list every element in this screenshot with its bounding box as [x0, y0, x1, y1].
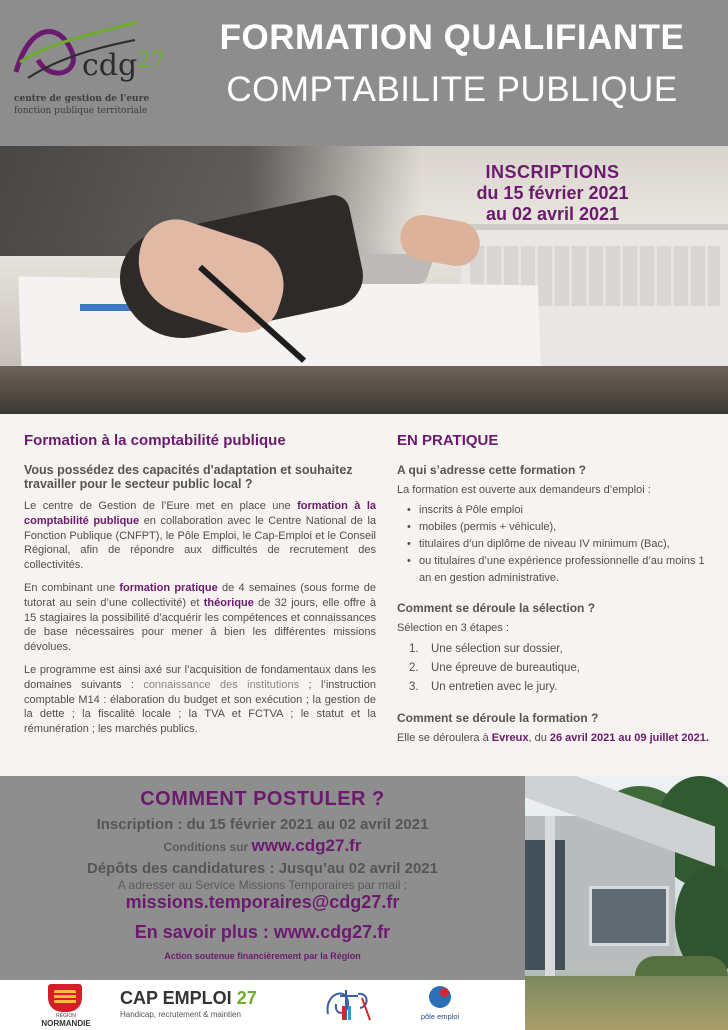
apply-email-link[interactable]: missions.temporaires@cdg27.fr	[125, 892, 400, 912]
training-location: Elle se déroulera à Evreux, du 26 avril 2021 au 09 juillet 2021.	[397, 732, 709, 744]
photo-window	[589, 886, 669, 946]
photo-desk	[0, 366, 728, 414]
building-photo	[525, 776, 728, 1030]
list-item: • titulaires d’un diplôme de niveau IV minimum (Bac),	[397, 536, 717, 553]
list-item: 2. Une épreuve de bureautique,	[409, 662, 580, 674]
more-info-link[interactable]: En savoir plus : www.cdg27.fr	[134, 922, 391, 942]
cnfpt-emblem-icon	[318, 984, 376, 1026]
paragraph-program: Le programme est ainsi axé sur l’acquisition de fondamentaux dans les domaines suivants : connaissance des institutions ; l’instruction comptable M14 : élaboration du budget et son exécution ; la gestion de la dette ; la fiscalité locale ; la TVA et FCTVA ; le statut et la rémunération ; les marchés publics.	[24, 663, 376, 736]
selection-steps	[397, 640, 717, 697]
inscriptions-date-end: au 02 avril 2021	[485, 204, 620, 224]
left-heading: Formation à la comptabilité publique	[24, 432, 286, 449]
selection-intro: Sélection en 3 étapes :	[397, 622, 509, 634]
cdg27-logo[interactable]	[10, 12, 180, 116]
pole-emploi-logo[interactable]: pôle emploi	[412, 984, 468, 1026]
list-item: • ou titulaires d’une expérience professionnelle d’au moins 1 an en gestion administrative.	[397, 553, 717, 587]
hero-photo	[0, 146, 728, 414]
paragraph-training: En combinant une formation pratique de 4 semaines (sous forme de tutorat au sein d’une collectivité) et théorique de 32 jours, elle offre à 15 stagiaires la possibilité d’acquérir les compétences et connaissances de base nécessaires pour mener à bien les différentes missions dévolues.	[24, 581, 376, 654]
left-subheading: Vous possédez des capacités d'adaptation et souhaitez travailler pour le secteur public local ?	[24, 463, 353, 491]
audience-intro: La formation est ouverte aux demandeurs d’emploi :	[397, 484, 651, 496]
cnfpt-logo[interactable]	[318, 984, 376, 1026]
inscriptions-box	[430, 162, 675, 225]
inscriptions-label: INSCRIPTIONS	[485, 162, 620, 182]
inscriptions-date-start: du 15 février 2021	[476, 183, 629, 203]
question-training: Comment se déroule la formation ?	[397, 711, 599, 725]
logo-brand: cdg$^{27}$	[82, 48, 166, 83]
page-subtitle: COMPTABILITE PUBLIQUE	[226, 70, 678, 109]
logo-line2: fonction publique territoriale	[14, 106, 148, 116]
list-item: • inscrits à Pôle emploi	[397, 502, 717, 519]
header-banner	[0, 0, 728, 146]
apply-inscription: Inscription : du 15 février 2021 au 02 avril 2021	[96, 816, 429, 833]
apply-title: COMMENT POSTULER ?	[140, 788, 385, 810]
paragraph-intro: Le centre de Gestion de l’Eure met en place une formation à la comptabilité publique en collaboration avec le Centre National de la Fonction Publique (CNFPT), le Pôle Emploi, le Cap-Emploi et le Conseil Régional, afin de répondre aux difficultés de recrutement des collectivités.	[24, 500, 377, 572]
support-note: Action soutenue financièrement par la Région	[164, 951, 361, 961]
conditions-link[interactable]: www.cdg27.fr	[251, 836, 362, 855]
photo-lawn	[525, 976, 728, 1030]
partner-logos	[0, 980, 525, 1030]
photo-column	[545, 816, 555, 976]
list-item: 1. Une sélection sur dossier,	[409, 643, 563, 655]
pole-emploi-icon	[429, 986, 451, 1008]
apply-conditions: Conditions sur www.cdg27.fr	[163, 836, 362, 855]
left-column	[24, 432, 376, 737]
content-section	[0, 414, 728, 776]
apply-address-note: A adresser au Service Missions Temporaires par mail :	[117, 878, 408, 892]
audience-list	[397, 502, 717, 587]
cap-emploi-logo[interactable]: CAP EMPLOI 27 Handicap, recrutement & maintien	[120, 988, 257, 1019]
right-heading: EN PRATIQUE	[397, 432, 499, 449]
apply-deadline: Dépôts des candidatures : Jusqu’au 02 avril 2021	[87, 860, 438, 877]
how-to-apply-section	[0, 776, 525, 980]
list-item: • mobiles (permis + véhicule),	[397, 519, 717, 536]
logo-line1: centre de gestion de l'eure	[14, 94, 150, 104]
right-column	[397, 432, 717, 746]
normandie-logo[interactable]: RÉGION NORMANDIE	[38, 982, 98, 1028]
page-title: FORMATION QUALIFIANTE	[219, 18, 685, 57]
list-item: 3. Un entretien avec le jury.	[409, 681, 558, 693]
question-selection: Comment se déroule la sélection ?	[397, 601, 596, 615]
normandie-shield-icon	[48, 984, 82, 1012]
question-audience: A qui s’adresse cette formation ?	[397, 463, 586, 477]
